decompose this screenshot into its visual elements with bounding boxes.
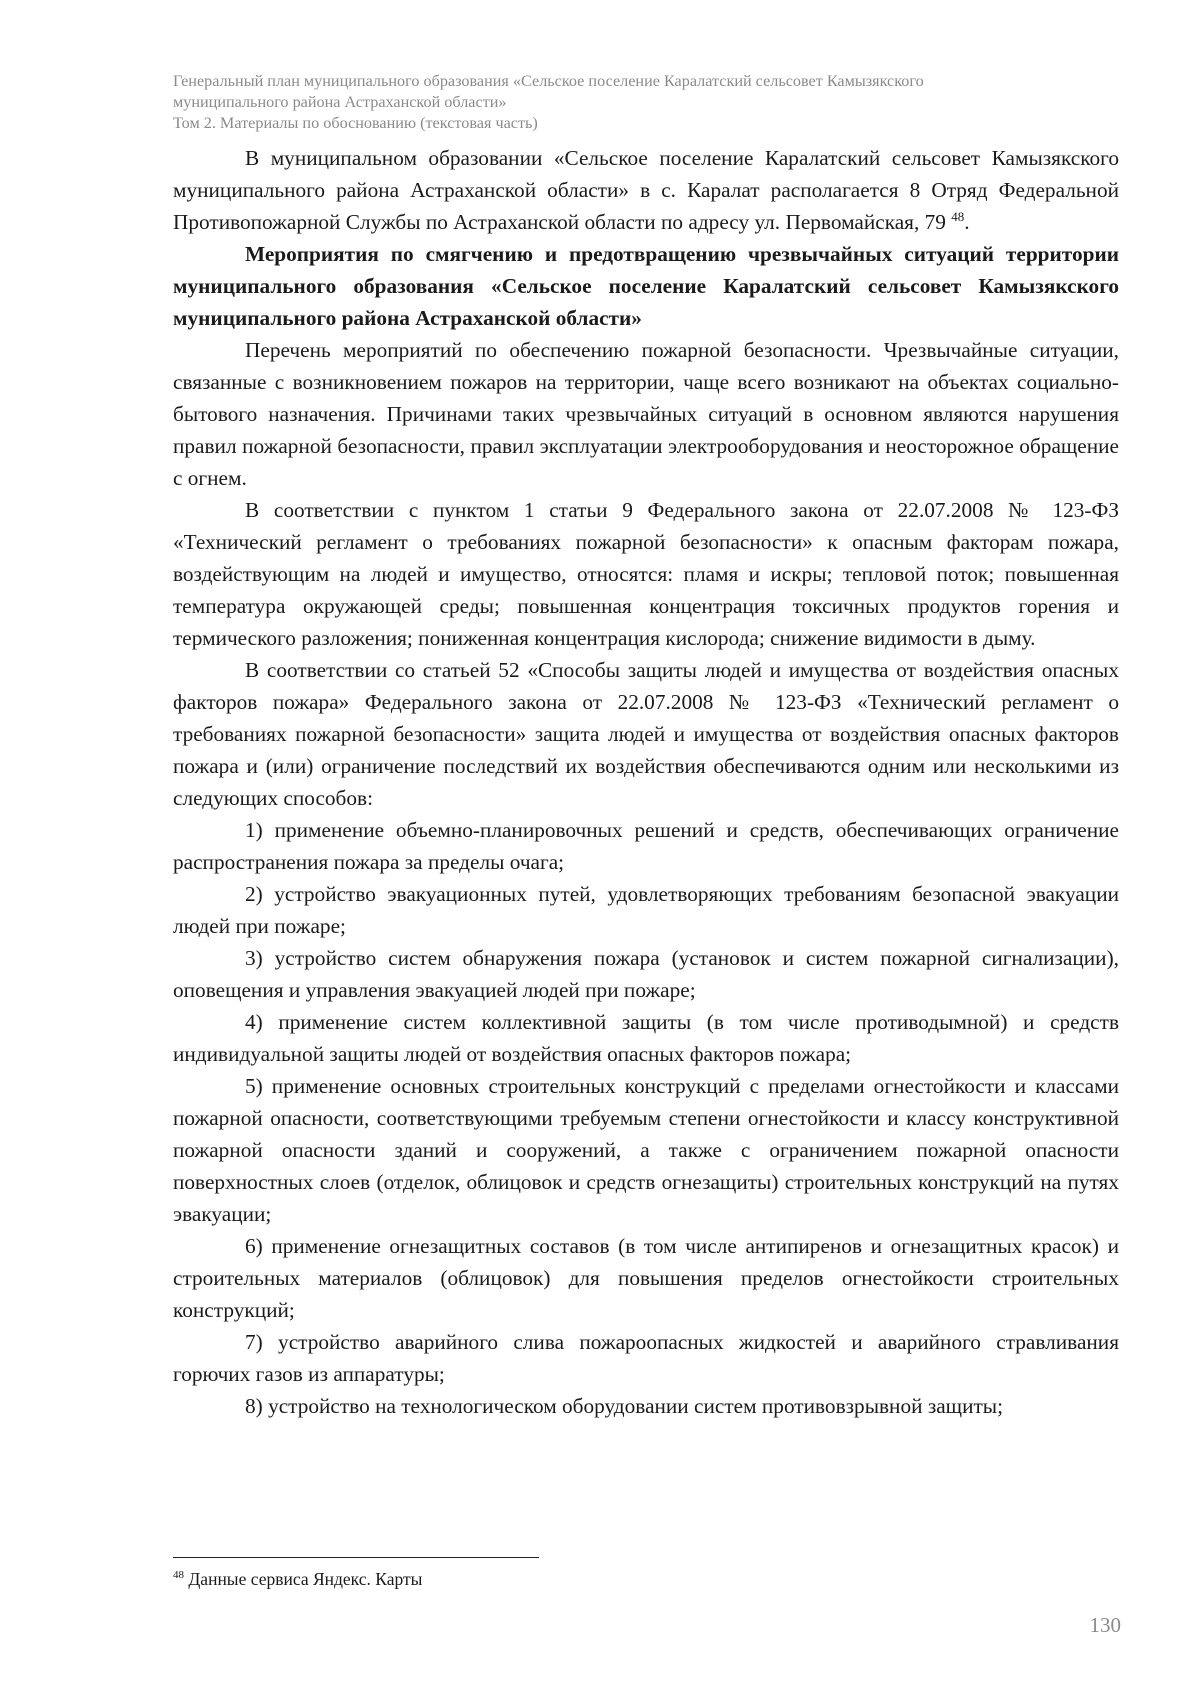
header-line-2: муниципального района Астраханской области»	[173, 93, 507, 111]
list-item-4: 4) применение систем коллективной защиты (в том числе противодымной) и средств индивидуальной защиты людей от воздействия опасных факторов пожара;	[173, 1010, 1119, 1066]
footnote-text: Данные сервиса Яндекс. Карты	[184, 1569, 423, 1589]
section-heading: Мероприятия по смягчению и предотвращению чрезвычайных ситуаций территории муниципального образования «Сельское поселение Каралатский сельсовет Камызякского муниципального района Астраханской области»	[173, 242, 1119, 330]
intro-text: В муниципальном образовании «Сельское поселение Каралатский сельсовет Камызякского муниципального района Астраханской области» в с. Каралат располагается 8 Отряд Федеральной Противопожарной Службы по Астраханской области по адресу ул. Первомайская, 79	[173, 146, 1119, 234]
paragraph-3: В соответствии со статьей 52 «Способы защиты людей и имущества от воздействия опасных факторов пожара» Федерального закона от 22.07.2008 № 123-ФЗ «Технический регламент о требованиях пожарной безопасности» защита людей и имущества от воздействия опасных факторов пожара и (или) ограничение последствий их воздействия обеспечиваются одним или несколькими из следующих способов:	[173, 658, 1119, 810]
footnote-number: 48	[173, 1569, 184, 1582]
list-item-1: 1) применение объемно-планировочных решений и средств, обеспечивающих ограничение распространения пожара за пределы очага;	[173, 818, 1119, 874]
paragraph-1: Перечень мероприятий по обеспечению пожарной безопасности. Чрезвычайные ситуации, связанные с возникновением пожаров на территории, чаще всего возникают на объектах социально-бытового назначения. Причинами таких чрезвычайных ситуаций в основном являются нарушения правил пожарной безопасности, правил эксплуатации электрооборудования и неосторожное обращение с огнем.	[173, 338, 1119, 490]
footnote-separator	[173, 1557, 539, 1558]
header-line-1: Генеральный план муниципального образования «Сельское поселение Каралатский сельсовет Камызякского	[173, 72, 924, 90]
list-item-8: 8) устройство на технологическом оборудовании систем противовзрывной защиты;	[245, 1394, 1004, 1418]
main-text	[173, 142, 1119, 1422]
list-item-5: 5) применение основных строительных конструкций с пределами огнестойкости и классами пожарной опасности, соответствующими требуемым степени огнестойкости и классу конструктивной пожарной опасности зданий и сооружений, а также с ограничением пожарной опасности поверхностных слоев (отделок, облицовок и средств огнезащиты) строительных конструкций на путях эвакуации;	[173, 1074, 1119, 1226]
footnote-ref[interactable]: 48	[951, 208, 965, 224]
list-item-6: 6) применение огнезащитных составов (в том числе антипиренов и огнезащитных красок) и строительных материалов (облицовок) для повышения пределов огнестойкости строительных конструкций;	[173, 1234, 1119, 1322]
footnote	[173, 1568, 1073, 1590]
header-line-3: Том 2. Материалы по обоснованию (текстовая часть)	[173, 114, 538, 132]
intro-paragraph	[173, 142, 1119, 238]
list-item-7: 7) устройство аварийного слива пожароопасных жидкостей и аварийного стравливания горючих газов из аппаратуры;	[173, 1330, 1119, 1386]
page-number: 130	[1089, 1613, 1121, 1637]
running-header	[173, 71, 1133, 134]
list-item-3: 3) устройство систем обнаружения пожара (установок и систем пожарной сигнализации), оповещения и управления эвакуацией людей при пожаре;	[173, 946, 1119, 1002]
list-item-2: 2) устройство эвакуационных путей, удовлетворяющих требованиям безопасной эвакуации людей при пожаре;	[173, 882, 1119, 938]
intro-end: .	[964, 210, 970, 234]
paragraph-2: В соответствии с пунктом 1 статьи 9 Федерального закона от 22.07.2008 № 123-ФЗ «Технический регламент о требованиях пожарной безопасности» к опасным факторам пожара, воздействующим на людей и имущество, относятся: пламя и искры; тепловой поток; повышенная температура окружающей среды; повышенная концентрация токсичных продуктов горения и термического разложения; пониженная концентрация кислорода; снижение видимости в дыму.	[173, 498, 1119, 650]
